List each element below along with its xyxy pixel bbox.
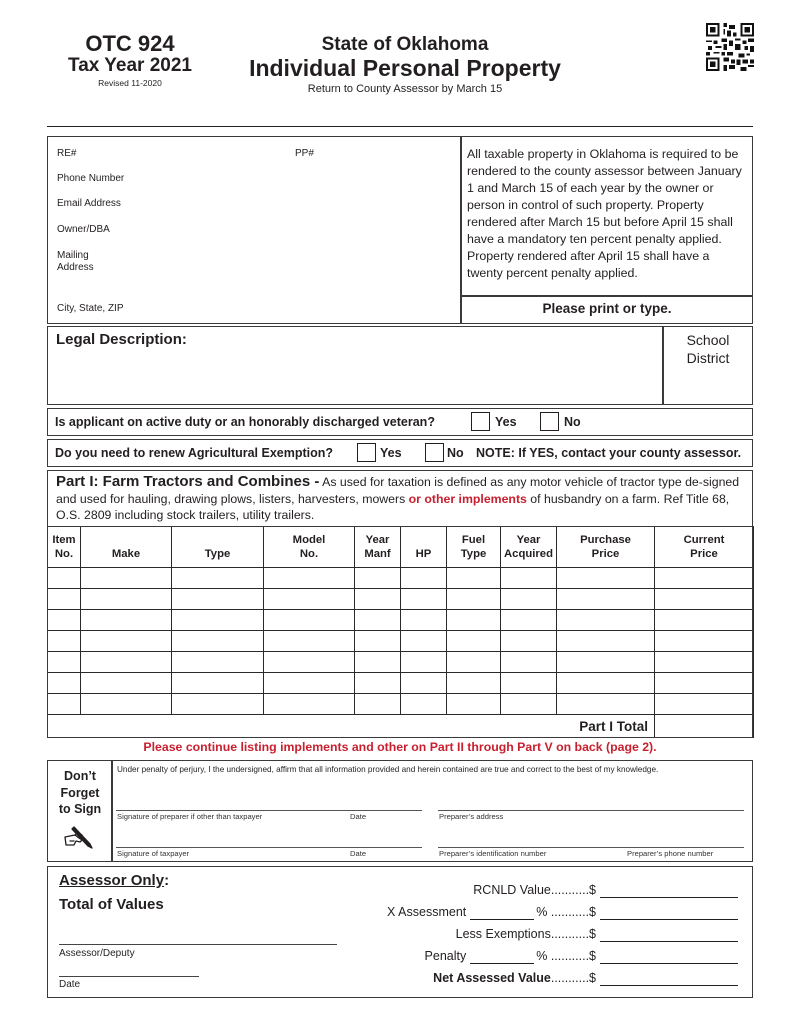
part1-desc-a: As used for taxation is defined as any motor vehicle of tractor type de-signed and used for hauling, drawing plows, listers, harvesters, mowers xyxy=(56,475,740,506)
phone-number-field[interactable]: Phone Number xyxy=(57,173,125,184)
table-cell-input[interactable] xyxy=(447,694,501,715)
agricultural-yes-checkbox[interactable] xyxy=(357,443,376,462)
table-cell-input[interactable] xyxy=(48,589,81,610)
table-cell-input[interactable] xyxy=(447,652,501,673)
legal-divider xyxy=(662,326,664,405)
preparer-signature-label: Signature of preparer if other than taxpayer xyxy=(117,812,263,821)
table-cell-input[interactable] xyxy=(447,673,501,694)
table-cell-input[interactable] xyxy=(401,589,447,610)
column-header xyxy=(501,527,557,568)
column-header xyxy=(264,527,355,568)
assessor-calc-row xyxy=(425,949,738,964)
leader-dots: % ...........$ xyxy=(536,949,596,963)
column-header-line-2: No. xyxy=(54,548,74,560)
re-number-field[interactable]: RE# xyxy=(57,148,77,159)
table-cell-input[interactable] xyxy=(501,694,557,715)
calc-row-label: Less Exemptions xyxy=(455,927,551,941)
table-cell-input[interactable] xyxy=(81,694,172,715)
column-header-line-1: Fuel xyxy=(461,534,486,546)
header-divider xyxy=(47,126,753,127)
veteran-yes-checkbox[interactable] xyxy=(471,412,490,431)
table-cell-input[interactable] xyxy=(264,652,355,673)
veteran-no-checkbox[interactable] xyxy=(540,412,559,431)
column-header-line-2: No. xyxy=(299,548,319,560)
perjury-statement: Under penalty of perjury, I the undersigned, affirm that all information provided and herein contained are true and correct to the best of my knowledge. xyxy=(117,765,659,774)
legal-description-label: Legal Description: xyxy=(56,331,187,348)
amount-input-line[interactable] xyxy=(600,974,738,986)
city-state-zip-field[interactable]: City, State, ZIP xyxy=(57,303,124,314)
assessor-calc-row xyxy=(433,971,738,986)
state-title: State of Oklahoma xyxy=(321,34,489,55)
revision-date: Revised 11-2020 xyxy=(98,78,162,88)
form-number: OTC 924 xyxy=(85,31,175,56)
assessor-calc-row xyxy=(456,927,738,942)
table-cell-input[interactable] xyxy=(264,610,355,631)
table-cell-input[interactable] xyxy=(447,631,501,652)
column-header-line-1: Purchase xyxy=(580,534,631,546)
leader-dots: ...........$ xyxy=(550,971,596,985)
table-cell-input[interactable] xyxy=(355,694,401,715)
table-cell-input[interactable] xyxy=(264,568,355,589)
table-cell-input[interactable] xyxy=(172,568,264,589)
table-cell-input[interactable] xyxy=(355,631,401,652)
part1-title: Part I: Farm Tractors and Combines - xyxy=(56,473,320,490)
calc-row-label: RCNLD Value xyxy=(473,883,551,897)
column-header-line-1: Model xyxy=(292,534,326,546)
table-cell-input[interactable] xyxy=(355,610,401,631)
column-header-line-2: Type xyxy=(204,548,231,560)
table-cell-input[interactable] xyxy=(557,631,655,652)
preparer-date-label: Date xyxy=(350,812,367,821)
column-header-line-2: Acquired xyxy=(504,548,553,560)
veteran-yes-label: Yes xyxy=(495,415,517,429)
table-cell-input[interactable] xyxy=(48,652,81,673)
amount-input-line[interactable] xyxy=(600,952,738,964)
assessor-only-heading xyxy=(59,872,169,890)
table-cell-input[interactable] xyxy=(172,631,264,652)
agricultural-yes-label: Yes xyxy=(380,446,402,460)
table-cell-input[interactable] xyxy=(501,568,557,589)
table-cell-input[interactable] xyxy=(264,694,355,715)
sign-reminder xyxy=(49,768,111,818)
table-cell-input[interactable] xyxy=(172,589,264,610)
column-header xyxy=(557,527,655,568)
calc-row-label: Net Assessed Value xyxy=(433,971,551,985)
column-header-line-2: HP xyxy=(415,548,432,560)
table-cell-input[interactable] xyxy=(81,673,172,694)
veteran-question: Is applicant on active duty or an honorably discharged veteran? xyxy=(55,415,435,429)
table-cell-input[interactable] xyxy=(655,610,754,631)
table-row xyxy=(48,652,754,673)
table-cell-input[interactable] xyxy=(501,610,557,631)
column-header-line-2: Price xyxy=(591,548,620,560)
rendering-notice: All taxable property in Oklahoma is required to be rendered to the county assessor between January 1 and March 15 of each year by the owner or person in control of such property. Property rendered after March 15 but before April 15 shall have a mandatory ten percent penalty applied. Property rendered after April 15 shall have a twenty percent penalty applied. xyxy=(467,147,742,280)
table-row xyxy=(48,631,754,652)
column-header xyxy=(81,527,172,568)
assessor-calc-row xyxy=(473,883,738,898)
table-cell-input[interactable] xyxy=(48,610,81,631)
table-cell-input[interactable] xyxy=(501,652,557,673)
assessor-only-label: Assessor Only xyxy=(59,872,165,889)
table-cell-input[interactable] xyxy=(447,610,501,631)
table-cell-input[interactable] xyxy=(655,694,754,715)
district-label: District xyxy=(686,350,730,366)
total-of-values-label: Total of Values xyxy=(59,896,164,913)
amount-input-line[interactable] xyxy=(600,930,738,942)
leader-dots: ...........$ xyxy=(550,883,596,897)
school-district-field[interactable] xyxy=(666,331,750,367)
table-row xyxy=(48,694,754,715)
table-cell-input[interactable] xyxy=(401,610,447,631)
farm-equipment-table xyxy=(47,526,754,738)
preparer-id-label: Preparer’s identification number xyxy=(439,849,547,858)
table-cell-input[interactable] xyxy=(557,589,655,610)
table-cell-input[interactable] xyxy=(81,568,172,589)
agricultural-no-label: No xyxy=(447,446,464,460)
table-row xyxy=(48,589,754,610)
table-cell-input[interactable] xyxy=(172,673,264,694)
table-cell-input[interactable] xyxy=(172,694,264,715)
column-header xyxy=(655,527,754,568)
notice-divider xyxy=(460,295,753,297)
preparer-phone-label: Preparer’s phone number xyxy=(627,849,714,858)
print-instruction: Please print or type. xyxy=(542,301,672,316)
address-label: Address xyxy=(57,262,94,273)
assessor-date-label: Date xyxy=(59,979,81,990)
mailing-address-field[interactable] xyxy=(57,250,94,274)
table-cell-input[interactable] xyxy=(48,568,81,589)
percent-input-line[interactable] xyxy=(470,908,534,920)
leader-dots: % ...........$ xyxy=(536,905,596,919)
table-row xyxy=(48,673,754,694)
preparer-address-label: Preparer’s address xyxy=(439,812,504,821)
veteran-no-label: No xyxy=(564,415,581,429)
school-label: School xyxy=(686,332,730,348)
table-cell-input[interactable] xyxy=(355,673,401,694)
table-cell-input[interactable] xyxy=(81,652,172,673)
table-row xyxy=(48,568,754,589)
table-cell-input[interactable] xyxy=(264,631,355,652)
table-header-row xyxy=(48,527,754,568)
table-cell-input[interactable] xyxy=(172,652,264,673)
return-note: Return to County Assessor by March 15 xyxy=(307,83,503,95)
table-cell-input[interactable] xyxy=(655,673,754,694)
table-cell-input[interactable] xyxy=(401,694,447,715)
amount-input-line[interactable] xyxy=(600,908,738,920)
assessor-calc-row xyxy=(387,905,738,920)
preparer-signature-line[interactable] xyxy=(116,810,422,811)
agricultural-note: NOTE: If YES, contact your county assessor. xyxy=(476,446,742,460)
table-row xyxy=(48,610,754,631)
tax-year: Tax Year 2021 xyxy=(68,55,192,76)
table-cell-input[interactable] xyxy=(264,589,355,610)
table-cell-input[interactable] xyxy=(655,652,754,673)
table-cell-input[interactable] xyxy=(557,694,655,715)
owner-dba-field[interactable]: Owner/DBA xyxy=(57,224,110,235)
calc-row-label: X Assessment xyxy=(387,905,467,919)
table-cell-input[interactable] xyxy=(557,673,655,694)
assessor-colon: : xyxy=(164,872,170,889)
table-cell-input[interactable] xyxy=(355,652,401,673)
total-row xyxy=(48,715,754,738)
column-header-line-2: Price xyxy=(690,548,718,560)
part1-total-label: Part I Total xyxy=(48,715,655,738)
part1-total-field[interactable] xyxy=(655,715,754,738)
table-cell-input[interactable] xyxy=(557,568,655,589)
column-header xyxy=(401,527,447,568)
mailing-label: Mailing xyxy=(57,250,89,261)
percent-input-line[interactable] xyxy=(470,952,534,964)
column-header-line-2: Make xyxy=(111,548,141,560)
table-cell-input[interactable] xyxy=(355,589,401,610)
email-address-field[interactable]: Email Address xyxy=(57,198,121,209)
table-cell-input[interactable] xyxy=(501,673,557,694)
table-cell-input[interactable] xyxy=(655,589,754,610)
table-cell-input[interactable] xyxy=(401,673,447,694)
signature-divider xyxy=(111,760,113,862)
table-cell-input[interactable] xyxy=(447,589,501,610)
agricultural-question: Do you need to renew Agricultural Exemption? xyxy=(55,446,334,460)
column-header-line-2: Type xyxy=(460,548,487,560)
table-cell-input[interactable] xyxy=(557,652,655,673)
form-title: Individual Personal Property xyxy=(249,55,561,81)
table-cell-input[interactable] xyxy=(264,673,355,694)
part1-desc-highlight: or other implements xyxy=(408,491,527,506)
pp-number-field[interactable]: PP# xyxy=(295,148,314,159)
part1-description xyxy=(56,474,748,524)
column-header-line-1: Current xyxy=(683,534,725,546)
table-cell-input[interactable] xyxy=(355,568,401,589)
reminder-line-1: Don’t xyxy=(64,769,96,783)
taxpayer-date-label: Date xyxy=(350,849,367,858)
preparer-id-line[interactable] xyxy=(438,847,744,848)
column-header xyxy=(447,527,501,568)
column-header-line-1: Item xyxy=(52,534,76,546)
assessor-deputy-line[interactable] xyxy=(59,944,337,945)
table-cell-input[interactable] xyxy=(81,631,172,652)
table-cell-input[interactable] xyxy=(172,610,264,631)
reminder-line-3: to Sign xyxy=(58,802,102,816)
writing-hand-icon xyxy=(62,824,98,850)
assessor-date-line[interactable] xyxy=(59,976,199,977)
table-cell-input[interactable] xyxy=(48,694,81,715)
assessor-deputy-label: Assessor/Deputy xyxy=(59,948,135,959)
table-cell-input[interactable] xyxy=(447,568,501,589)
table-cell-input[interactable] xyxy=(501,589,557,610)
qr-code-icon xyxy=(706,23,754,71)
table-cell-input[interactable] xyxy=(401,568,447,589)
table-cell-input[interactable] xyxy=(401,652,447,673)
column-header-line-2: Manf xyxy=(364,548,391,560)
table-cell-input[interactable] xyxy=(655,568,754,589)
table-cell-input[interactable] xyxy=(48,673,81,694)
taxpayer-signature-line[interactable] xyxy=(116,847,422,848)
preparer-address-line[interactable] xyxy=(438,810,744,811)
column-header-line-1: Year xyxy=(516,534,541,546)
taxpayer-signature-label: Signature of taxpayer xyxy=(117,849,190,858)
reminder-line-2: Forget xyxy=(60,785,100,800)
leader-dots: ...........$ xyxy=(550,927,596,941)
calc-row-label: Penalty xyxy=(424,949,467,963)
amount-input-line[interactable] xyxy=(600,886,738,898)
column-header xyxy=(172,527,264,568)
part1-desc-b: of husbandry on a farm. Ref Title 68, O.S. 2809 including stock trailers, utility trailers. xyxy=(56,491,730,522)
column-header xyxy=(355,527,401,568)
table-cell-input[interactable] xyxy=(81,610,172,631)
agricultural-no-checkbox[interactable] xyxy=(425,443,444,462)
table-cell-input[interactable] xyxy=(401,631,447,652)
column-header-line-1: Year xyxy=(365,534,390,546)
table-cell-input[interactable] xyxy=(557,610,655,631)
continue-note: Please continue listing implements and other on Part II through Part V on back (page 2). xyxy=(143,740,657,754)
table-cell-input[interactable] xyxy=(655,631,754,652)
column-header xyxy=(48,527,81,568)
table-cell-input[interactable] xyxy=(81,589,172,610)
table-cell-input[interactable] xyxy=(48,631,81,652)
table-cell-input[interactable] xyxy=(501,631,557,652)
